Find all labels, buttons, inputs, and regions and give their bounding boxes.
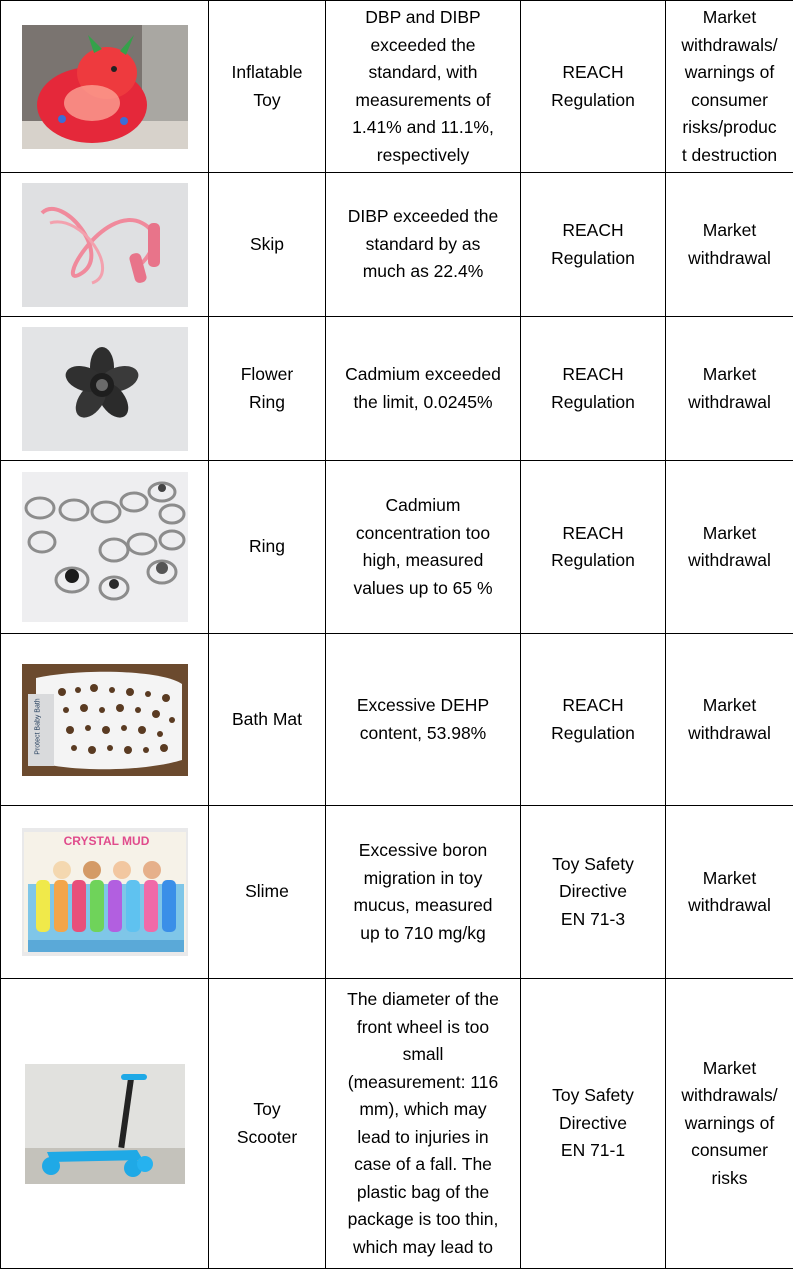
regulation: REACH Regulation <box>521 634 666 806</box>
regulation: REACH Regulation <box>521 173 666 317</box>
flower-ring-photo <box>22 327 188 451</box>
product-image-cell <box>1 317 209 461</box>
table-row <box>1 979 793 1269</box>
hazard-description: Cadmium concentration too high, measured values up to 65 % <box>326 461 521 634</box>
product-name: Ring <box>209 461 326 634</box>
hazard-description: Excessive DEHP content, 53.98% <box>326 634 521 806</box>
table-row <box>1 173 793 317</box>
product-name: Toy Scooter <box>209 979 326 1269</box>
product-name: Bath Mat <box>209 634 326 806</box>
rings-photo <box>22 472 188 622</box>
table-row <box>1 806 793 979</box>
measures-taken: Market withdrawals/ warnings of consumer risks/produc t destruction <box>666 1 793 173</box>
measures-taken: Market withdrawal <box>666 634 793 806</box>
product-image-cell <box>1 1 209 173</box>
inflatable-toy-photo <box>22 25 188 149</box>
skipping-rope-photo <box>22 183 188 307</box>
product-image-cell <box>1 806 209 979</box>
hazard-description: Cadmium exceeded the limit, 0.0245% <box>326 317 521 461</box>
product-image-cell <box>1 173 209 317</box>
product-image-cell <box>1 461 209 634</box>
regulation: REACH Regulation <box>521 461 666 634</box>
measures-taken: Market withdrawal <box>666 173 793 317</box>
table-row <box>1 1 793 173</box>
product-name: Slime <box>209 806 326 979</box>
toy-scooter-photo <box>25 1064 185 1184</box>
product-name: Flower Ring <box>209 317 326 461</box>
table-row <box>1 317 793 461</box>
product-image-cell <box>1 979 209 1269</box>
measures-taken: Market withdrawals/ warnings of consumer risks <box>666 979 793 1269</box>
slime-box-label: CRYSTAL MUD <box>62 834 152 848</box>
hazard-description: Excessive boron migration in toy mucus, measured up to 710 mg/kg <box>326 806 521 979</box>
product-name: Inflatable Toy <box>209 1 326 173</box>
hazard-description: DIBP exceeded the standard by as much as 22.4% <box>326 173 521 317</box>
table-row <box>1 634 793 806</box>
measures-taken: Market withdrawal <box>666 461 793 634</box>
bath-mat-photo <box>22 664 188 776</box>
regulation: Toy Safety Directive EN 71-1 <box>521 979 666 1269</box>
regulation: REACH Regulation <box>521 317 666 461</box>
product-image-cell <box>1 634 209 806</box>
slime-photo <box>22 828 188 956</box>
hazard-description: The diameter of the front wheel is too small (measurement: 116 mm), which may lead to injuries in case of a fall. The plastic bag of the package is too thin, which may lead to <box>326 979 521 1269</box>
table-row <box>1 461 793 634</box>
measures-taken: Market withdrawal <box>666 806 793 979</box>
hazard-description: DBP and DIBP exceeded the standard, with measurements of 1.41% and 11.1%, respectively <box>326 1 521 173</box>
bath-mat-label: Protect Baby Bath <box>33 694 42 758</box>
regulation: REACH Regulation <box>521 1 666 173</box>
product-name: Skip <box>209 173 326 317</box>
measures-taken: Market withdrawal <box>666 317 793 461</box>
regulation: Toy Safety Directive EN 71-3 <box>521 806 666 979</box>
